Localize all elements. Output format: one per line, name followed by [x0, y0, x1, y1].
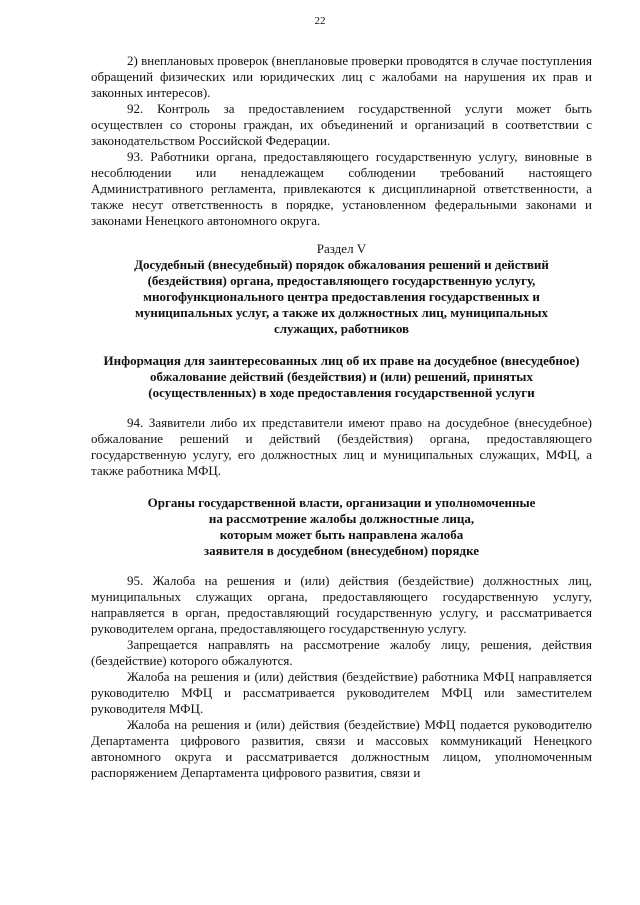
paragraph-unscheduled-inspections: 2) внеплановых проверок (внеплановые проверки проводятся в случае поступления обращений физических или юридических лиц с жалобами на нарушения их прав и законных интересов). — [91, 53, 592, 100]
subsection-bodies-title-line: заявителя в досудебном (внесудебном) порядке — [203, 543, 480, 558]
page-number: 22 — [314, 15, 326, 27]
section-title: Досудебный (внесудебный) порядок обжалования решений и действий (бездействия) органа, предоставляющего государственную услугу, многофункционального центра предоставления государственных и муниципальных услуг, а также их должностных лиц, муниципальных служащих, работников — [134, 257, 549, 336]
paragraph-mfc-worker-complaint: Жалоба на решения и (или) действия (бездействие) работника МФЦ направляется руководителю МФЦ и рассматривается руководителем МФЦ или заместителем руководителя МФЦ. — [91, 669, 592, 716]
paragraph-92: 92. Контроль за предоставлением государственной услуги может быть осуществлен со стороны граждан, их объединений и организаций в соответствии с законодательством Российской Федерации. — [91, 101, 592, 148]
paragraph-prohibition: Запрещается направлять на рассмотрение жалобу лицу, решения, действия (бездействие) которого обжалуются. — [91, 637, 592, 668]
spacer — [91, 337, 592, 353]
subsection-bodies-title-line: на рассмотрение жалобы должностные лица, — [208, 511, 475, 526]
section-label: Раздел V — [316, 241, 367, 256]
spacer — [91, 559, 592, 573]
subsection-info-title: Информация для заинтересованных лиц об их праве на досудебное (внесудебное) обжалование действий (бездействия) и (или) решений, принятых (осуществленных) в ходе предоставления государственной услуги — [103, 353, 580, 400]
document-body — [91, 53, 592, 781]
paragraph-mfc-complaint: Жалоба на решения и (или) действия (бездействие) МФЦ подается руководителю Департамента цифрового развития, связи и массовых коммуникаций Ненецкого автономного округа и рассматривается должностным лицом, уполномоченным распоряжением Департамента цифрового развития, связи и — [91, 717, 592, 780]
paragraph-93: 93. Работники органа, предоставляющего государственную услугу, виновные в несоблюдении или ненадлежащем соблюдении требований настоящего Административного регламента, привлекаются к дисциплинарной ответственности, а также несут ответственность в порядке, установленном федеральными законами и законами Ненецкого автономного округа. — [91, 149, 592, 228]
subsection-bodies-title — [91, 495, 592, 559]
spacer — [91, 479, 592, 495]
paragraph-94: 94. Заявители либо их представители имеют право на досудебное (внесудебное) обжалование решений и действий (бездействия) органа, предоставляющего государственную услугу, его должностных лиц и муниципальных служащих, МФЦ, а также работника МФЦ. — [91, 415, 592, 478]
paragraph-95: 95. Жалоба на решения и (или) действия (бездействие) должностных лиц, муниципальных служащих органа, предоставляющего государственную услугу, направляется в орган, предоставляющий государственную услугу, и рассматривается руководителем органа, предоставляющего государственную услугу. — [91, 573, 592, 636]
subsection-bodies-title-line: Органы государственной власти, организации и уполномоченные — [147, 495, 536, 510]
spacer — [91, 401, 592, 415]
subsection-bodies-title-line: которым может быть направлена жалоба — [219, 527, 464, 542]
